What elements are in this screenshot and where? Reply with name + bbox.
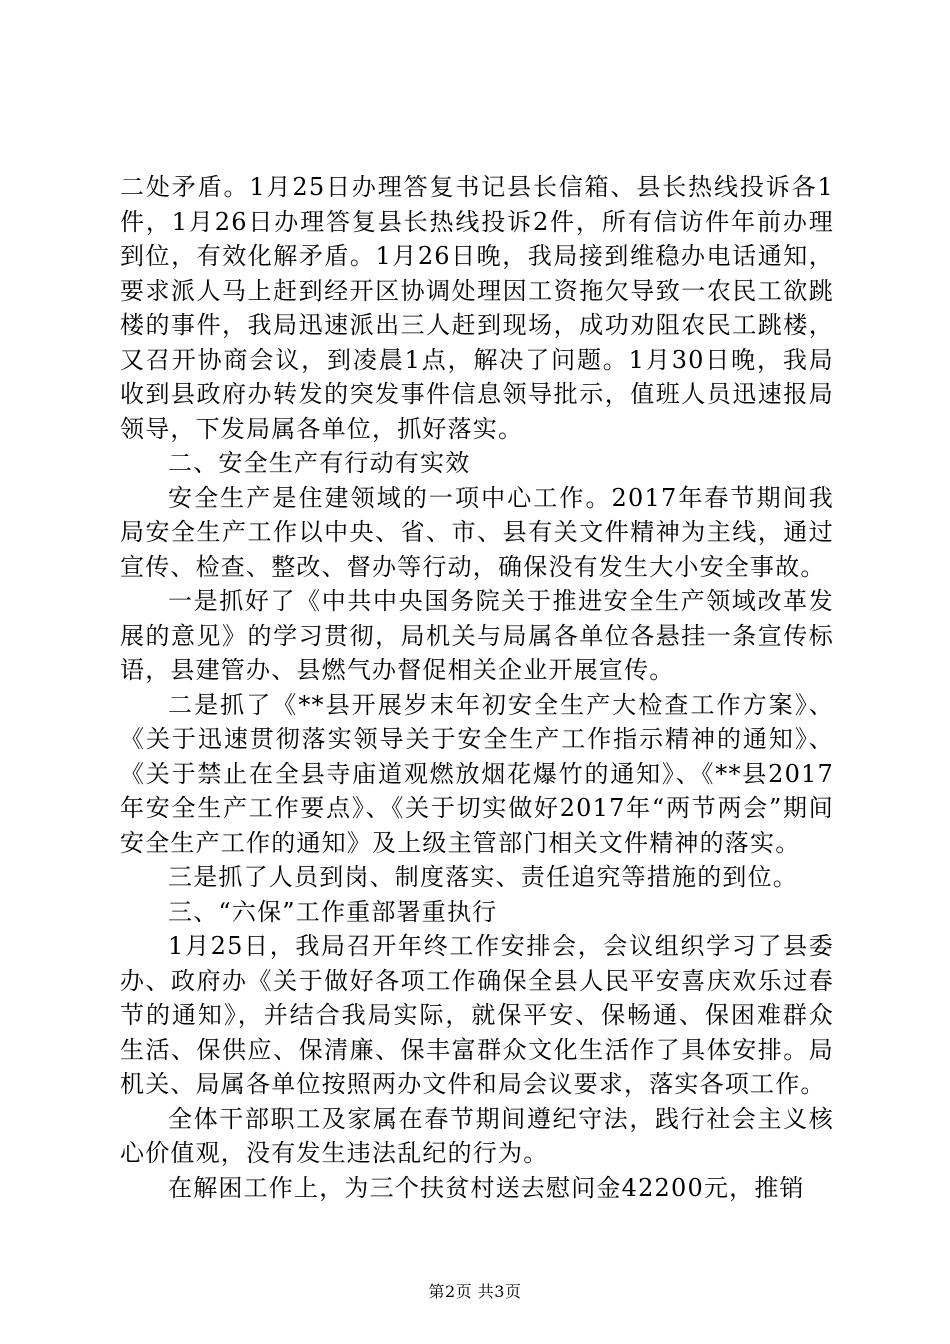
paragraph-8: 1月25日，我局召开年终工作安排会，会议组织学习了县委办、政府办《关于做好各项工作确保全县人民平安喜庆欢乐过春节的通知》，并结合我局实际，就保平安、保畅通、保困难群众生活、保供应、保清廉、保丰富群众文化生活作了具体安排。局机关、局属各单位按照两办文件和局会议要求，落实各项工作。 <box>120 932 834 1098</box>
section-heading-3: 三、“六保”工作重部署重执行 <box>168 897 498 926</box>
paragraph-5: 二是抓了《**县开展岁末年初安全生产大检查工作方案》、《关于迅速贯彻落实领导关于安全生产工作指示精神的通知》、《关于禁止在全县寺庙道观燃放烟花爆竹的通知》、《**县2017年安全生产工作要点》、《关于切实做好2017年“两节两会”期间安全生产工作的通知》及上级主管部门相关文件精神的落实。 <box>120 690 834 857</box>
paragraph-9: 全体干部职工及家属在春节期间遵纪守法，践行社会主义核心价值观，没有发生违法乱纪的行为。 <box>120 1104 834 1167</box>
section-heading-2: 二、安全生产有行动有实效 <box>168 449 471 477</box>
document-body <box>120 170 834 1205</box>
page-number-label: 第2页 共3页 <box>428 1282 522 1301</box>
paragraph-3: 安全生产是住建领域的一项中心工作。2017年春节期间我局安全生产工作以中央、省、市、县有关文件精神为主线，通过宣传、检查、整改、督办等行动，确保没有发生大小安全事故。 <box>120 483 834 581</box>
page-footer <box>0 1279 950 1302</box>
paragraph-1: 二处矛盾。1月25日办理答复书记县长信箱、县长热线投诉各1件，1月26日办理答复县长热线投诉2件，所有信访件年前办理到位，有效化解矛盾。1月26日晚，我局接到维稳办电话通知，要求派人马上赶到经开区协调处理因工资拖欠导致一农民工欲跳楼的事件，我局迅速派出三人赶到现场，成功劝阻农民工跳楼，又召开协商会议，到凌晨1点，解决了问题。1月30日晚，我局收到县政府办转发的突发事件信息领导批示，值班人员迅速报局领导，下发局属各单位，抓好落实。 <box>120 173 834 443</box>
paragraph-6: 三是抓了人员到岗、制度落实、责任追究等措施的到位。 <box>168 863 798 891</box>
paragraph-4: 一是抓好了《中共中央国务院关于推进安全生产领域改革发展的意见》的学习贯彻，局机关与局属各单位各悬挂一条宣传标语，县建管办、县燃气办督促相关企业开展宣传。 <box>120 587 834 684</box>
paragraph-10: 在解困工作上，为三个扶贫村送去慰问金42200元，推销 <box>168 1173 805 1202</box>
